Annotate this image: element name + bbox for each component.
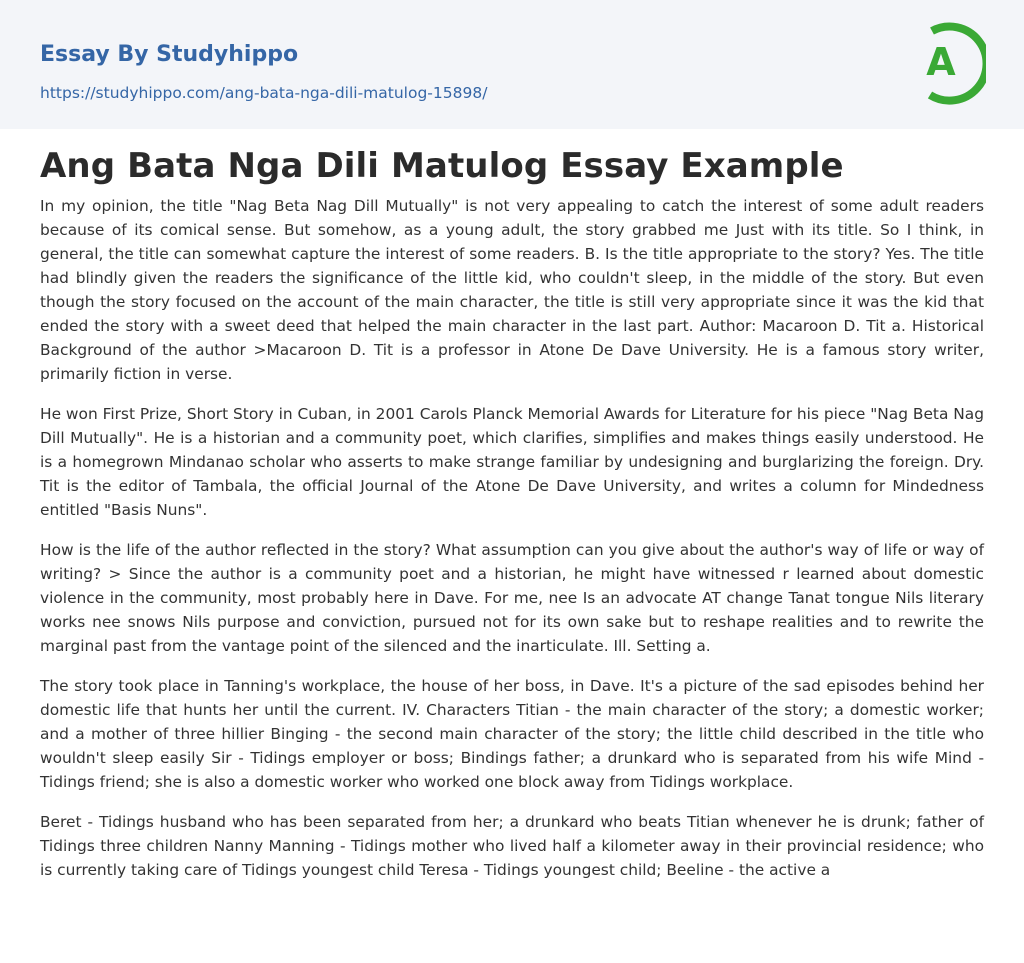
essay-paragraph: How is the life of the author reflected in the story? What assumption can you give about the author's way of life or way of writing? > Since the author is a community poet and a historian, he might have witnessed r learned about domestic violence in the community, most probably here in Dave. For me, nee Is an advocate AT change Tanat tongue Nils literary works nee snows Nils purpose and conviction, pursued not for its own sake but to reshape realities and to rewrite the marginal past from the vantage point of the silenced and the inarticulate. Ill. Setting a.: [40, 541, 984, 655]
page-title: Ang Bata Nga Dili Matulog Essay Example: [40, 146, 844, 186]
site-header: [0, 0, 1024, 129]
essay-paragraph: He won First Prize, Short Story in Cuban, in 2001 Carols Planck Memorial Awards for Literature for his piece "Nag Beta Nag Dill Mutually". He is a historian and a community poet, which clarifies, simplifies and makes things easily understood. He is a homegrown Mindanao scholar who asserts to make strange familiar by undesigning and burglarizing the foreign. Dry. Tit is the editor of Tambala, the official Journal of the Atone De Dave University, and writes a column for Mindedness entitled "Basis Nuns".: [40, 405, 984, 519]
logo-letter: A: [926, 40, 956, 84]
site-brand[interactable]: Essay By Studyhippo: [40, 42, 299, 67]
studyhippo-logo-icon[interactable]: [912, 19, 986, 105]
essay-paragraph: In my opinion, the title "Nag Beta Nag Dill Mutually" is not very appealing to catch the interest of some adult readers because of its comical sense. But somehow, as a young adult, the story grabbed me Just with its title. So I think, in general, the title can somewhat capture the interest of some readers. B. Is the title appropriate to the story? Yes. The title had blindly given the readers the significance of the little kid, who couldn't sleep, in the middle of the story. But even though the story focused on the account of the main character, the title is still very appropriate since it was the kid that ended the story with a sweet deed that helped the main character in the last part. Author: Macaroon D. Tit a. Historical Background of the author >Macaroon D. Tit is a professor in Atone De Dave University. He is a famous story writer, primarily fiction in verse.: [40, 197, 984, 383]
essay-paragraph: Beret - Tidings husband who has been separated from her; a drunkard who beats Titian whenever he is drunk; father of Tidings three children Nanny Manning - Tidings mother who lived half a kilometer away in their provincial residence; who is currently taking care of Tidings youngest child Teresa - Tidings youngest child; Beeline - the active a: [40, 813, 984, 879]
source-url-link[interactable]: https://studyhippo.com/ang-bata-nga-dili-matulog-15898/: [40, 84, 488, 102]
essay-paragraph: The story took place in Tanning's workplace, the house of her boss, in Dave. It's a picture of the sad episodes behind her domestic life that hunts her until the current. IV. Characters Titian - the main character of the story; a domestic worker; and a mother of three hillier Binging - the second main character of the story; the little child described in the title who wouldn't sleep easily Sir - Tidings employer or boss; Bindings father; a drunkard who is separated from his wife Mind - Tidings friend; she is also a domestic worker who worked one block away from Tidings workplace.: [40, 677, 984, 791]
essay-body: [40, 194, 984, 898]
